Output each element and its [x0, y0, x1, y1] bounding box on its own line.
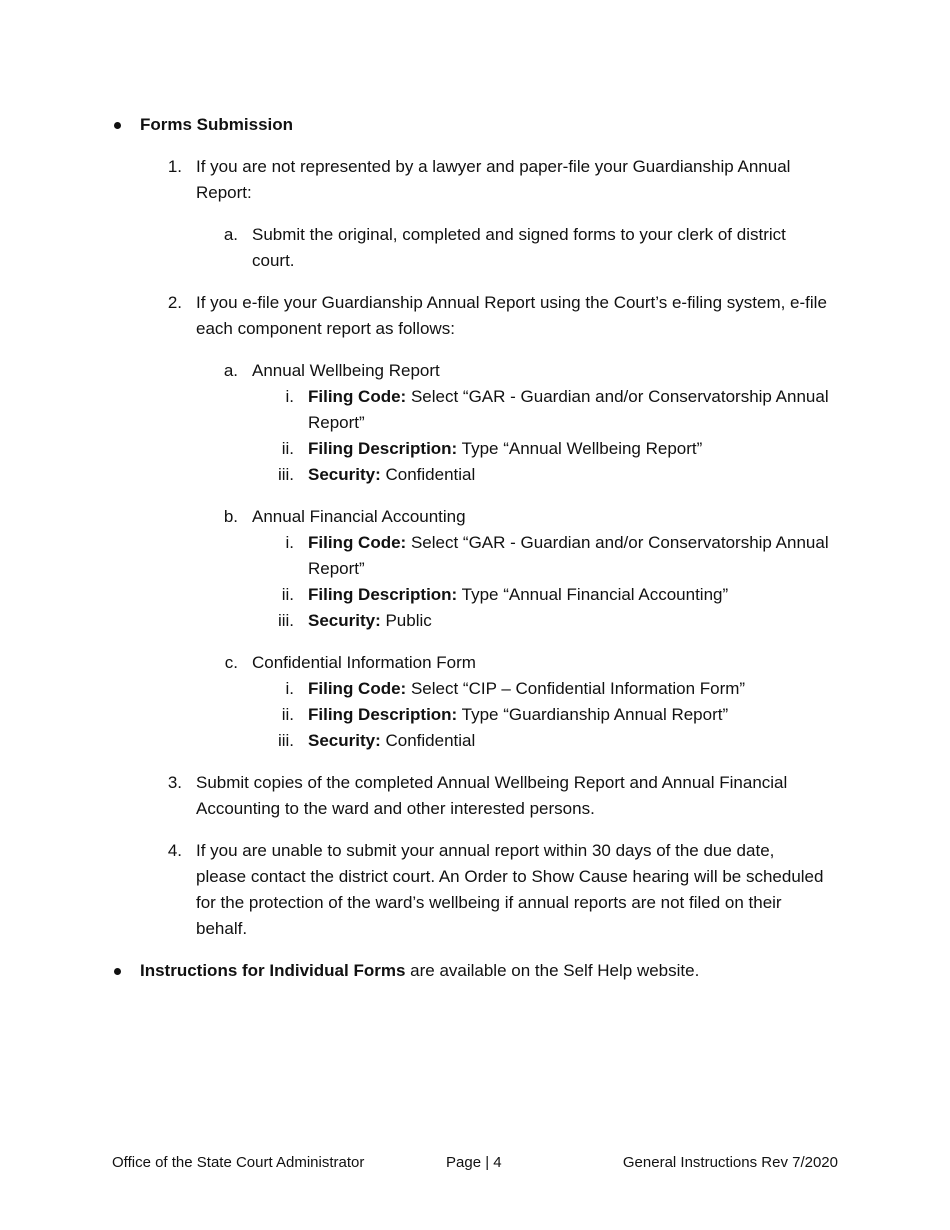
footer-left: Office of the State Court Administrator	[112, 1154, 365, 1171]
list-item-text: If you are not represented by a lawyer and paper-file your Guardianship Annual	[196, 157, 791, 176]
detail-label: Filing Description:	[308, 705, 458, 724]
detail-label: Filing Description:	[308, 439, 458, 458]
list-item-text: for the protection of the ward’s wellbeing if annual reports are not filed on their	[196, 893, 782, 912]
detail-label: Filing Code:	[308, 387, 407, 406]
sub-list-title: Annual Wellbeing Report	[252, 361, 440, 380]
list-item-text: If you e-file your Guardianship Annual Report using the Court’s e-filing system, e-file	[196, 293, 827, 312]
filing-detail	[308, 676, 745, 702]
roman-numeral: iii.	[277, 611, 294, 630]
roman-numeral: i.	[285, 533, 294, 552]
detail-label: Security:	[308, 465, 381, 484]
list-item-text: each component report as follows:	[196, 319, 455, 338]
detail-value: Confidential	[380, 465, 476, 484]
filing-detail	[308, 384, 829, 410]
detail-label: Security:	[308, 611, 381, 630]
detail-label: Filing Code:	[308, 679, 407, 698]
detail-value: Select “GAR - Guardian and/or Conservatorship Annual	[406, 533, 829, 552]
list-number: 3.	[167, 773, 182, 792]
roman-numeral: iii.	[277, 731, 294, 750]
roman-numeral: i.	[285, 679, 294, 698]
detail-value: Select “CIP – Confidential Information Form”	[406, 679, 746, 698]
list-item-text: If you are unable to submit your annual report within 30 days of the due date,	[196, 841, 775, 860]
filing-detail	[308, 530, 829, 556]
sub-list-letter: c.	[224, 653, 238, 672]
detail-value: Select “GAR - Guardian and/or Conservatorship Annual	[406, 387, 829, 406]
filing-detail	[308, 436, 702, 462]
instructions-paragraph	[140, 958, 699, 984]
list-item-text: Accounting to the ward and other interested persons.	[196, 799, 595, 818]
sub-list-title: Confidential Information Form	[252, 653, 476, 672]
sub-list-letter: a.	[223, 361, 238, 380]
sub-list-letter: a.	[223, 225, 238, 244]
footer-right: General Instructions Rev 7/2020	[622, 1154, 838, 1171]
detail-value: Type “Annual Financial Accounting”	[457, 585, 729, 604]
list-item-text: Report:	[196, 183, 252, 202]
list-item-text: behalf.	[196, 919, 248, 938]
detail-label: Security:	[308, 731, 381, 750]
list-number: 4.	[167, 841, 182, 860]
instructions-text: are available on the Self Help website.	[405, 961, 700, 980]
sub-list-text: Submit the original, completed and signed forms to your clerk of district	[252, 225, 786, 244]
filing-detail	[308, 728, 475, 754]
instructions-bold: Instructions for Individual Forms	[140, 961, 406, 980]
roman-numeral: iii.	[277, 465, 294, 484]
filing-detail	[308, 462, 475, 488]
sub-list-title: Annual Financial Accounting	[252, 507, 466, 526]
sub-list-text: court.	[252, 251, 295, 270]
list-number: 1.	[167, 157, 182, 176]
detail-value: Type “Annual Wellbeing Report”	[457, 439, 703, 458]
roman-numeral: ii.	[281, 705, 294, 724]
bullet-icon	[114, 968, 121, 975]
list-number: 2.	[167, 293, 182, 312]
list-item-text: Submit copies of the completed Annual Wellbeing Report and Annual Financial	[196, 773, 788, 792]
filing-detail	[308, 582, 728, 608]
list-item-text: please contact the district court. An Order to Show Cause hearing will be scheduled	[196, 867, 824, 886]
detail-value: Type “Guardianship Annual Report”	[457, 705, 729, 724]
roman-numeral: ii.	[281, 585, 294, 604]
detail-value: Public	[380, 611, 432, 630]
detail-value-continued: Report”	[308, 413, 365, 432]
detail-value: Confidential	[380, 731, 476, 750]
roman-numeral: ii.	[281, 439, 294, 458]
bullet-icon	[114, 122, 121, 129]
detail-value-continued: Report”	[308, 559, 365, 578]
section-heading-forms-submission: Forms Submission	[140, 115, 294, 134]
filing-detail	[308, 608, 432, 634]
detail-label: Filing Code:	[308, 533, 407, 552]
sub-list-letter: b.	[223, 507, 238, 526]
detail-label: Filing Description:	[308, 585, 458, 604]
roman-numeral: i.	[285, 387, 294, 406]
footer-page-number: Page | 4	[446, 1154, 502, 1171]
filing-detail	[308, 702, 728, 728]
